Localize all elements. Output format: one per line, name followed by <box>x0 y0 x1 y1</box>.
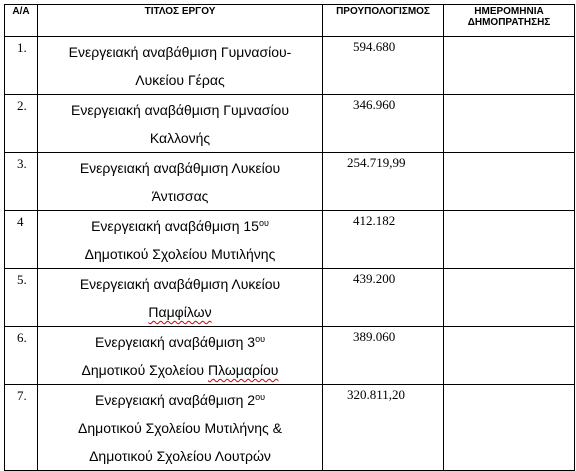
row-number: 4 <box>5 211 38 269</box>
table-row <box>5 327 575 385</box>
row-number: 5. <box>5 269 38 327</box>
project-title-text: Ενεργειακή αναβάθμιση Λυκείου <box>79 160 281 176</box>
auction-date <box>444 37 575 95</box>
project-title <box>38 385 323 471</box>
table-row <box>5 385 575 471</box>
row-number: 1. <box>5 37 38 95</box>
row-number: 2. <box>5 95 38 153</box>
project-title <box>38 211 323 269</box>
header-budget: ΠΡΟΥΠΟΛΟΓΙΣΜΟΣ <box>323 5 444 37</box>
project-title-text: Ενεργειακή αναβάθμιση Γυμνασίου- <box>68 44 292 60</box>
header-num: Α/Α <box>5 5 38 37</box>
budget-value: 254.719,99 <box>323 153 444 211</box>
project-title-text: Λυκείου Γέρας <box>135 72 225 88</box>
project-title-line1 <box>38 212 322 240</box>
project-title-line1 <box>38 154 322 182</box>
auction-date <box>444 211 575 269</box>
project-title-line3: Δημοτικού Σχολείου Λουτρών <box>89 448 271 464</box>
row-number: 3. <box>5 153 38 211</box>
auction-date <box>444 95 575 153</box>
row-number: 6. <box>5 327 38 385</box>
budget-value: 346.960 <box>323 95 444 153</box>
table-row <box>5 269 575 327</box>
row-number: 7. <box>5 385 38 471</box>
project-title-line2 <box>38 414 322 442</box>
project-title <box>38 327 323 385</box>
project-title-line2 <box>38 182 322 210</box>
project-title-text: Ενεργειακή αναβάθμιση 3 <box>94 334 256 350</box>
table-row <box>5 37 575 95</box>
project-title-text: Δημοτικού Σχολείου <box>81 362 208 378</box>
table-row <box>5 95 575 153</box>
budget-value: 412.182 <box>323 211 444 269</box>
header-title: ΤΙΤΛΟΣ ΕΡΓΟΥ <box>38 5 323 37</box>
project-title-line1 <box>38 270 322 298</box>
project-title-text: Δημοτικού Σχολείου Μυτιλήνης & <box>78 420 282 436</box>
projects-table <box>4 4 575 471</box>
project-title-text: Δημοτικού Σχολείου Μυτιλήνης <box>84 246 276 262</box>
project-title <box>38 95 323 153</box>
table-row <box>5 153 575 211</box>
project-title-line1 <box>38 386 322 414</box>
project-title-line1 <box>38 328 322 356</box>
auction-date <box>444 385 575 471</box>
spellcheck-marked-word: Παμφίλων <box>148 304 212 320</box>
budget-value: 439.200 <box>323 269 444 327</box>
project-title-line1 <box>38 96 322 124</box>
header-date-line2: ΔΗΜΟΠΡΑΤΗΣΗΣ <box>467 17 551 28</box>
auction-date <box>444 153 575 211</box>
spellcheck-marked-word: Πλωμαρίου <box>207 362 279 378</box>
header-row <box>5 5 575 37</box>
budget-value: 389.060 <box>323 327 444 385</box>
project-title <box>38 269 323 327</box>
project-title <box>38 37 323 95</box>
project-title-line2 <box>38 356 322 384</box>
project-title <box>38 153 323 211</box>
auction-date <box>444 269 575 327</box>
header-date-line1: ΗΜΕΡΟΜΗΝΙΑ <box>474 6 544 17</box>
project-title-text: Ενεργειακή αναβάθμιση 15 <box>91 218 259 234</box>
project-title-line1 <box>38 38 322 66</box>
table-row <box>5 211 575 269</box>
ordinal-superscript: ου <box>258 218 269 228</box>
project-title-text: Άντισσας <box>151 188 209 204</box>
budget-value: 320.811,20 <box>323 385 444 471</box>
header-date <box>444 5 575 37</box>
project-title-line2 <box>38 298 322 326</box>
project-title-text: Ενεργειακή αναβάθμιση 2 <box>94 392 256 408</box>
project-title-text: Καλλονής <box>149 130 211 146</box>
project-title-text: Ενεργειακή αναβάθμιση Γυμνασίου <box>71 102 289 118</box>
project-title-line2 <box>38 66 322 94</box>
project-title-line2 <box>38 240 322 268</box>
ordinal-superscript: ου <box>255 392 265 402</box>
budget-value: 594.680 <box>323 37 444 95</box>
project-title-line2 <box>38 124 322 152</box>
ordinal-superscript: ου <box>255 334 265 344</box>
auction-date <box>444 327 575 385</box>
project-title-text: Ενεργειακή αναβάθμιση Λυκείου <box>79 276 281 292</box>
